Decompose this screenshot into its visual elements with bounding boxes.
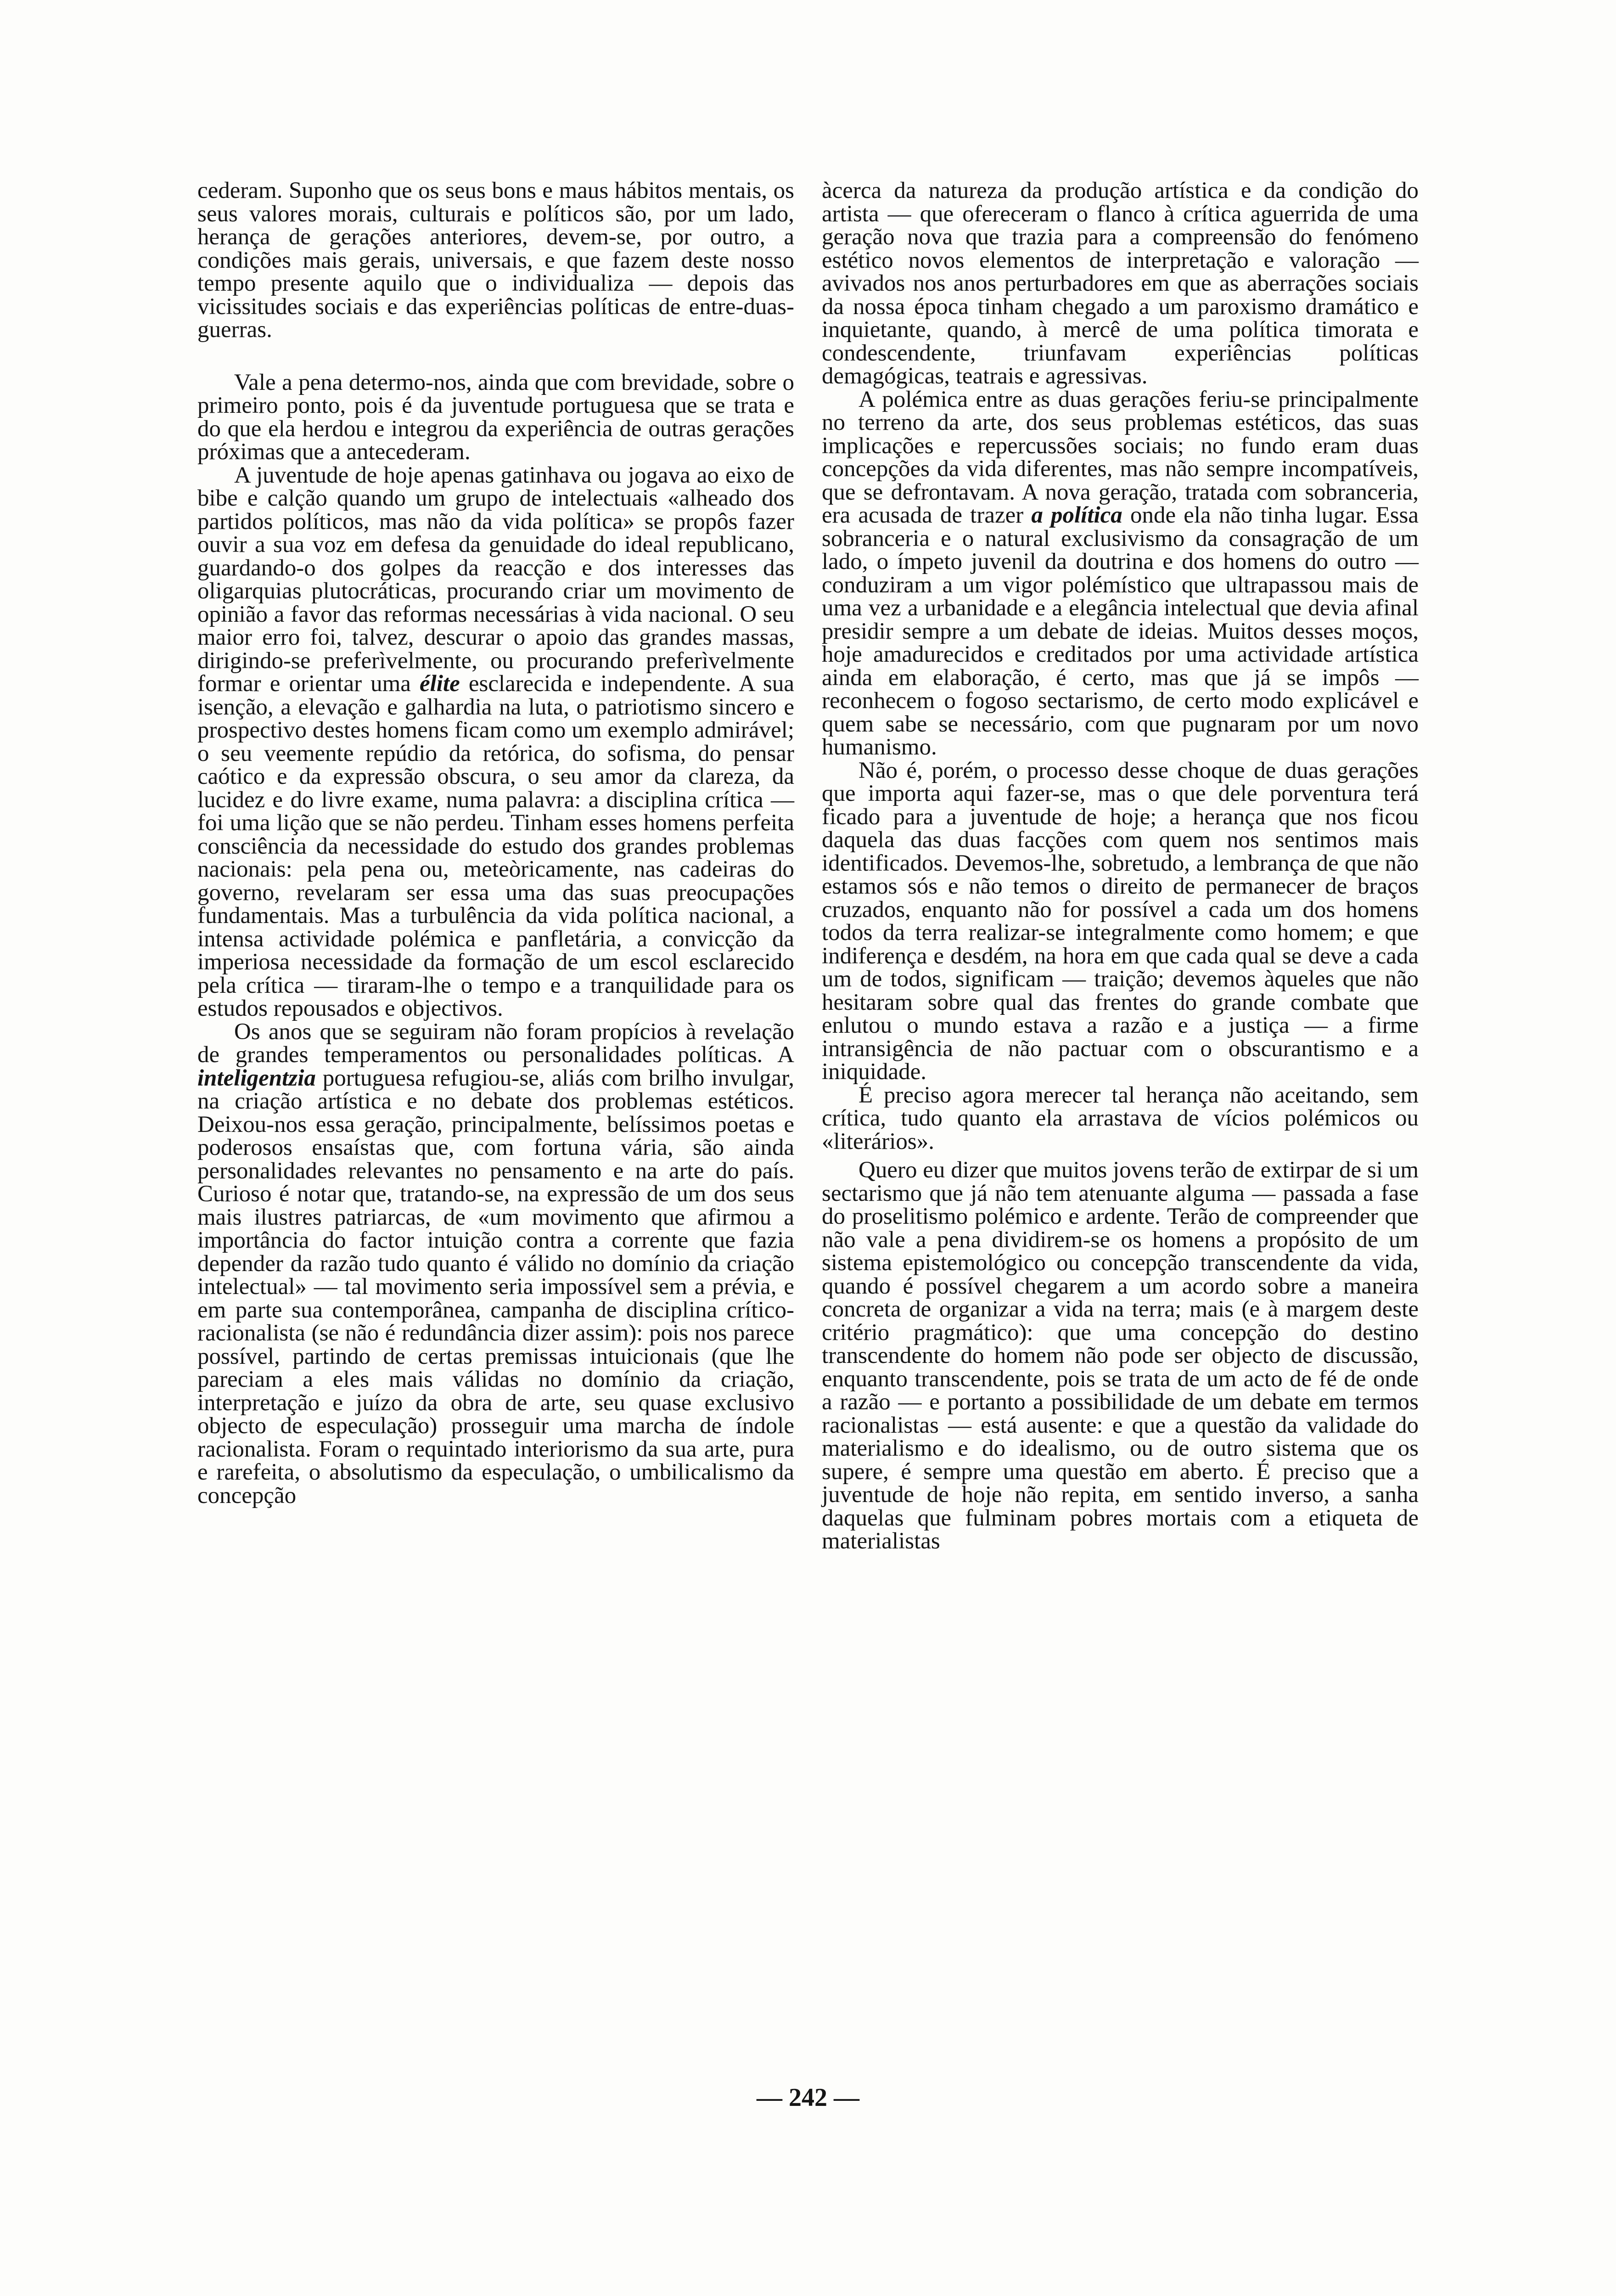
paragraph <box>822 388 1419 759</box>
paragraph: Quero eu dizer que muitos jovens terão de extirpar de si um sectarismo que já não tem atenuante alguma — passada a fase do proselitismo polémico e ardente. Terão de compreender que não vale a pena dividirem-se os homens a propósito de um sistema epistemológico ou concepção transcendente da vida, quando é possível chegarem a um acordo sobre a maneira concreta de organizar a vida na terra; mais (e à margem deste critério pragmático): que uma concepção do destino transcendente do homem não pode ser objecto de discussão, enquanto transcendente, pois se trata de um acto de fé de onde a razão — e portanto a possibilidade de um debate em termos racionalistas — está ausente: e que a questão da validade do materialismo e do idealismo, ou de outro sistema que os supere, é sempre uma questão em aberto. É preciso que a juventude de hoje não repita, em sentido inverso, a sanha daquelas que fulminam pobres mortais com a etiqueta de materialistas <box>822 1157 1419 1554</box>
left-column <box>197 179 794 1507</box>
text-run: Os anos que se seguiram não foram propícios à revelação de grandes temperamentos ou personalidades políticas. A <box>197 1019 794 1068</box>
text-run: A juventude de hoje apenas gatinhava ou jogava ao eixo de bibe e calção quando um grupo de intelectuais «alheado dos partidos políticos, mas não da vida política» se propôs fazer ouvir a sua voz em defesa da genuidade do ideal republicano, guardando-o dos golpes da reacção e dos interesses das oligarquias plutocráticas, procurando criar um movimento de opinião a favor das reformas necessárias à vida nacional. O seu maior erro foi, talvez, descurar o apoio das grandes massas, dirigindo-se preferìvelmente, ou procurando preferìvelmente formar e orientar uma <box>197 462 794 697</box>
paragraph <box>197 464 794 1020</box>
text-run: portuguesa refugiou-se, aliás com brilho invulgar, na criação artística e no debate dos problemas estéticos. Deixou-nos essa geração, principalmente, belíssimos poetas e poderosos ensaístas que, com fortuna vária, são ainda personalidades relevantes no pensamento e na arte do país. Curioso é notar que, tratando-se, na expressão de um dos seus mais ilustres patriarcas, de «um movimento que afirmou a importância do factor intuição contra a corrente que fazia depender da razão tudo quanto é válido no domínio da criação intelectual» — tal movimento seria impossível sem a prévia, e em parte sua contemporânea, campanha de disciplina crítico-racionalista (se não é redundância dizer assim): pois nos parece possível, partindo de certas premissas intuicionais (que lhe pareciam a eles mais válidas no domínio da criação, interpretação e juízo da obra de arte, seu quase exclusivo objecto de especulação) prosseguir uma marcha de índole racionalista. Foram o requintado interiorismo da sua arte, pura e rarefeita, o absolutismo da especulação, o umbilicalismo da concepção <box>197 1065 794 1508</box>
paragraph: É preciso agora merecer tal herança não aceitando, sem crítica, tudo quanto ela arrastava de vícios polémicos ou «literários». <box>822 1082 1419 1154</box>
emphasis-text: élite <box>420 671 460 697</box>
emphasis-text: a política <box>1031 502 1122 528</box>
emphasis-text: inteligentzia <box>197 1065 316 1091</box>
text-run: A polémica entre as duas gerações feriu-se principalmente no terreno da arte, dos seus problemas estéticos, das suas implicações e repercussões sociais; no fundo eram duas concepções da vida diferentes, mas não sempre incompatíveis, que se defrontavam. A nova geração, tratada com sobranceria, era acusada de trazer <box>822 386 1419 528</box>
paragraph: cederam. Suponho que os seus bons e maus hábitos mentais, os seus valores morais, culturais e políticos são, por um lado, herança de gerações anteriores, devem-se, por outro, a condições mais gerais, universais, e que fazem deste nosso tempo presente aquilo que o individualiza — depois das vicissitudes sociais e das experiências políticas de entre-duas-guerras. <box>197 178 794 343</box>
right-column <box>822 179 1419 1553</box>
text-run: onde ela não tinha lugar. Essa sobranceria e o natural exclusivismo da consagração de um lado, o ímpeto juvenil da doutrina e dos homens do outro — conduziram a um vigor polémístico que ultrapassou mais de uma vez a urbanidade e a elegância intelectual que devia afinal presidir sempre a um debate de ideias. Muitos desses moços, hoje amadurecidos e creditados por uma actividade artística ainda em elaboração, é certo, mas que já se impôs — reconhecem o fogoso sectarismo, de certo modo explicável e quem sabe se necessário, com que pugnaram por um novo humanismo. <box>822 502 1419 760</box>
paragraph: Vale a pena determo-nos, ainda que com brevidade, sobre o primeiro ponto, pois é da juventude portuguesa que se trata e do que ela herdou e integrou da experiência de outras gerações próximas que a antecederam. <box>197 369 794 465</box>
paragraph <box>197 1020 794 1508</box>
paragraph: àcerca da natureza da produção artística e da condição do artista — que ofereceram o flanco à crítica aguerrida de uma geração nova que trazia para a compreensão do fenómeno estético novos elementos de interpretação e valoração — avivados nos anos perturbadores em que as aberrações sociais da nossa época tinham chegado a um paroxismo dramático e inquietante, quando, à mercê de uma política timorata e condescendente, triunfavam experiências políticas demagógicas, teatrais e agressivas. <box>822 178 1419 389</box>
text-run: esclarecida e independente. A sua isenção, a elevação e galhardia na luta, o patriotismo sincero e prospectivo destes homens ficam como um exemplo admirável; o seu veemente repúdio da retórica, do sofisma, do pensar caótico e da expressão obscura, o seu amor da clareza, da lucidez e do livre exame, numa palavra: a disciplina crítica — foi uma lição que se não perdeu. Tinham esses homens perfeita consciência da necessidade do estudo dos grandes problemas nacionais: pela pena ou, meteòricamente, nas cadeiras do governo, revelaram ser essa uma das suas preocupações fundamentais. Mas a turbulência da vida política nacional, a intensa actividade polémica e panfletária, a convicção da imperiosa necessidade da formação de um escol esclarecido pela crítica — tiraram-lhe o tempo e a tranquilidade para os estudos repousados e objectivos. <box>197 671 794 1021</box>
paragraph: Não é, porém, o processo desse choque de duas gerações que importa aqui fazer-se, mas o que dele porventura terá ficado para a juventude de hoje; a herança que nos ficou daquela das duas facções com quem nos sentimos mais identificados. Devemos-lhe, sobretudo, a lembrança de que não estamos sós e não temos o direito de permanecer de braços cruzados, enquanto não for possível a cada um dos homens todos da terra realizar-se integralmente como homem; e que indiferença e desdém, na hora em que cada qual se deve a cada um de todos, significam — traição; devemos àqueles que não hesitaram sobre qual das frentes do grande combate que enlutou o mundo estava a razão e a justiça — a firme intransigência de não pactuar com o obscurantismo e a iniquidade. <box>822 757 1419 1085</box>
page-number: — 242 — <box>757 2083 859 2112</box>
